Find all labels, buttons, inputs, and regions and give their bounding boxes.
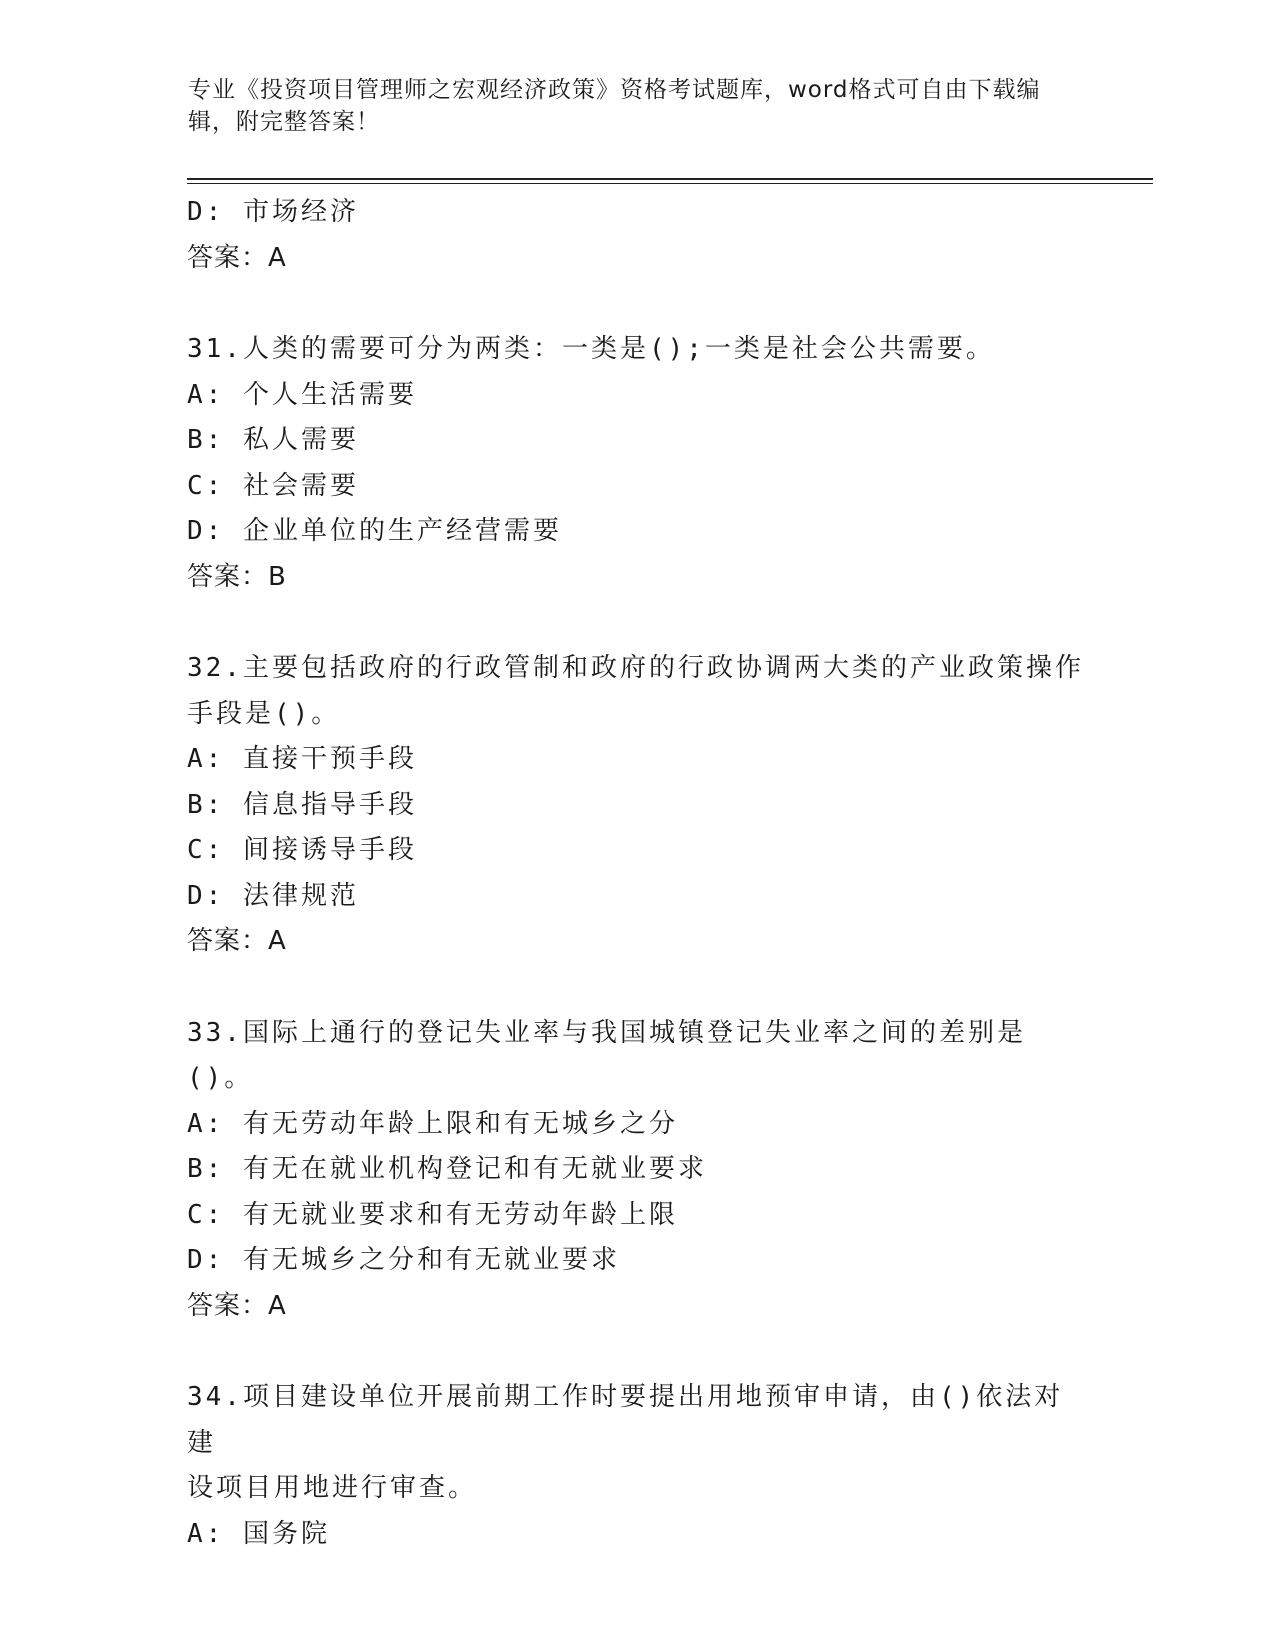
question-stem: 33.国际上通行的登记失业率与我国城镇登记失业率之间的差别是()。 bbox=[187, 1017, 1026, 1093]
option-a: A: 直接干预手段 bbox=[187, 744, 417, 774]
option-b: B: 有无在就业机构登记和有无就业要求 bbox=[187, 1154, 707, 1184]
document-header bbox=[188, 74, 1068, 138]
option-d: D: 企业单位的生产经营需要 bbox=[187, 516, 562, 546]
question-stem-cont: 手段是()。 bbox=[187, 698, 341, 729]
header-line-2: 辑，附完整答案！ bbox=[188, 109, 380, 135]
question-stem: 32.主要包括政府的行政管制和政府的行政协调两大类的产业政策操作 bbox=[187, 653, 1084, 683]
option-c: C: 有无就业要求和有无劳动年龄上限 bbox=[187, 1199, 678, 1230]
answer: 答案：B bbox=[187, 561, 287, 592]
option-a: A: 个人生活需要 bbox=[187, 379, 417, 410]
header-line-1: 专业《投资项目管理师之宏观经济政策》资格考试题库，word格式可自由下载编 bbox=[188, 77, 1041, 103]
question-list bbox=[187, 190, 1087, 1557]
option-b: B: 信息指导手段 bbox=[187, 789, 417, 820]
question-stem: 34.项目建设单位开展前期工作时要提出用地预审申请，由()依法对建 bbox=[187, 1382, 1064, 1458]
header-divider bbox=[187, 178, 1153, 184]
question-34 bbox=[187, 1375, 1087, 1557]
option-c: C: 社会需要 bbox=[187, 470, 359, 501]
question-stem-cont: 设项目用地进行审查。 bbox=[187, 1473, 478, 1503]
answer: 答案：A bbox=[187, 1290, 287, 1321]
option-a: A: 国务院 bbox=[187, 1518, 330, 1549]
answer: 答案：A bbox=[187, 926, 287, 956]
option-d: D: 有无城乡之分和有无就业要求 bbox=[187, 1245, 620, 1275]
option-b: B: 私人需要 bbox=[187, 425, 359, 455]
option-c: C: 间接诱导手段 bbox=[187, 835, 417, 865]
question-stem: 31.人类的需要可分为两类：一类是();一类是社会公共需要。 bbox=[187, 334, 995, 364]
question-33 bbox=[187, 1011, 1087, 1330]
question-31 bbox=[187, 327, 1087, 600]
option-a: A: 有无劳动年龄上限和有无城乡之分 bbox=[187, 1108, 678, 1139]
option-d: D: 法律规范 bbox=[187, 880, 359, 911]
prev-option-d: D: 市场经济 bbox=[187, 197, 359, 227]
prev-answer: 答案：A bbox=[187, 242, 287, 273]
question-32 bbox=[187, 646, 1087, 965]
